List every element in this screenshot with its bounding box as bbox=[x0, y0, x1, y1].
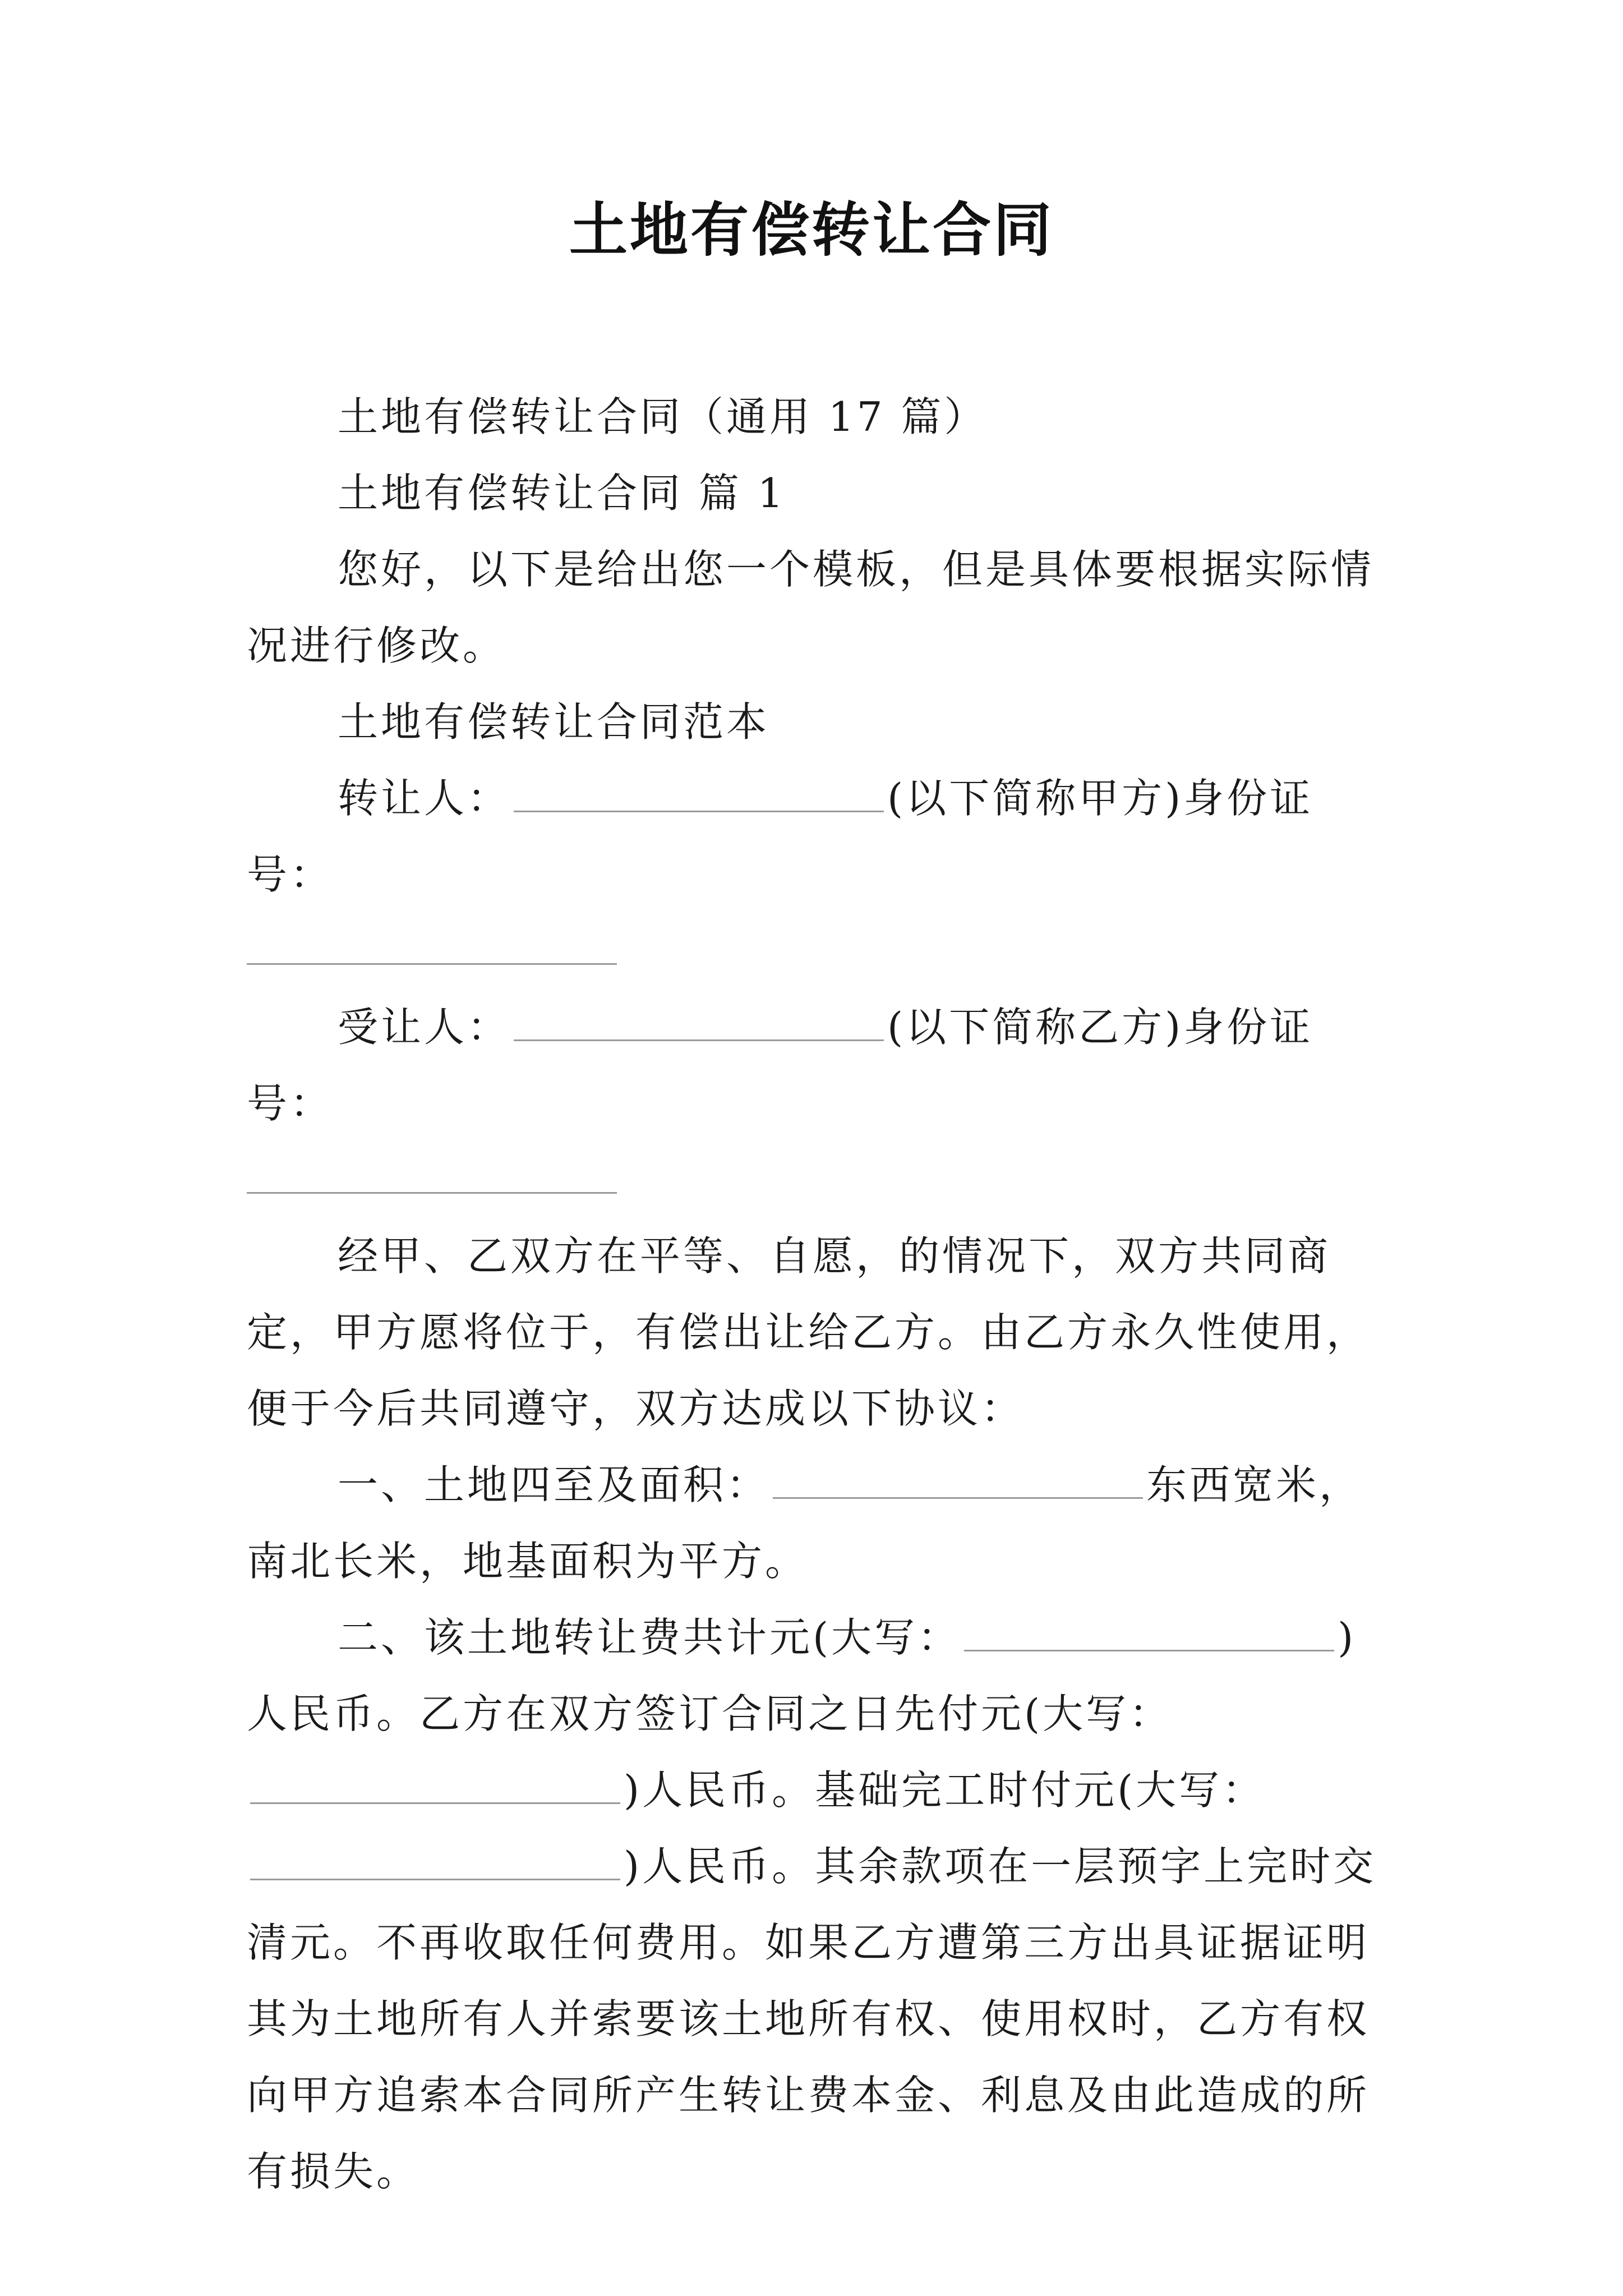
transferee-name-blank bbox=[514, 1000, 884, 1041]
document-body bbox=[247, 379, 1380, 2210]
paragraph-subtitle: 土地有偿转让合同（通用 17 篇） bbox=[338, 393, 988, 440]
transferor-suffix: (以下简称甲方)身份证号： bbox=[247, 775, 1313, 898]
transferor-id-blank bbox=[247, 924, 617, 965]
paragraph-transferee-id bbox=[247, 1142, 1380, 1218]
paragraph-clause-1 bbox=[247, 1447, 1380, 1599]
paragraph-template-name: 土地有偿转让合同范本 bbox=[338, 698, 770, 746]
transferee-label: 受让人： bbox=[338, 1004, 511, 1051]
transferee-id-blank bbox=[247, 1153, 617, 1194]
transferor-label: 转让人： bbox=[338, 775, 511, 822]
clause-2-total-blank bbox=[964, 1611, 1334, 1651]
clause-2-remaining: )人民币。其余款项在一层预字上完时交清元。不再收取任何费用。如果乙方遭第三方出具证据证明其为土地所有人并索要该土地所有权、使用权时，乙方有权向甲方追索本合同所产生转让费本金、利息及由此造成的所有损失。 bbox=[247, 1843, 1377, 2195]
paragraph-transferor-id bbox=[247, 913, 1380, 989]
paragraph-intro: 您好，以下是给出您一个模板，但是具体要根据实际情况进行修改。 bbox=[247, 546, 1375, 669]
paragraph-section-heading: 土地有偿转让合同 篇 1 bbox=[338, 470, 786, 517]
clause-2-foundation-payment: )人民币。基础完工时付元(大写： bbox=[624, 1766, 1266, 1814]
document-title: 土地有偿转让合同 bbox=[569, 195, 1054, 264]
clause-2-first-payment: 人民币。乙方在双方签订合同之日先付元(大写： bbox=[247, 1690, 1173, 1737]
clause-1-text: 东西宽米，南北长米，地基面积为平方。 bbox=[247, 1461, 1363, 1585]
paragraph-transferee bbox=[247, 989, 1380, 1142]
clause-1-label: 一、土地四至及面积： bbox=[338, 1461, 770, 1508]
clause-1-area-blank bbox=[773, 1458, 1143, 1499]
transferee-suffix: (以下简称乙方)身份证号： bbox=[247, 1004, 1313, 1127]
clause-2-close: ) bbox=[1338, 1614, 1357, 1661]
clause-2-label: 二、该土地转让费共计元(大写： bbox=[338, 1614, 961, 1661]
transferor-name-blank bbox=[514, 771, 884, 812]
clause-2-foundation-payment-blank bbox=[250, 1839, 620, 1880]
paragraph-agreement: 经甲、乙双方在平等、自愿，的情况下，双方共同商定，甲方愿将位于，有偿出让给乙方。由乙方永久性使用，便于今后共同遵守，双方达成以下协议： bbox=[247, 1232, 1370, 1432]
paragraph-transferor bbox=[247, 760, 1380, 913]
clause-2-first-payment-blank bbox=[250, 1763, 620, 1804]
paragraph-clause-2 bbox=[247, 1599, 1380, 2210]
